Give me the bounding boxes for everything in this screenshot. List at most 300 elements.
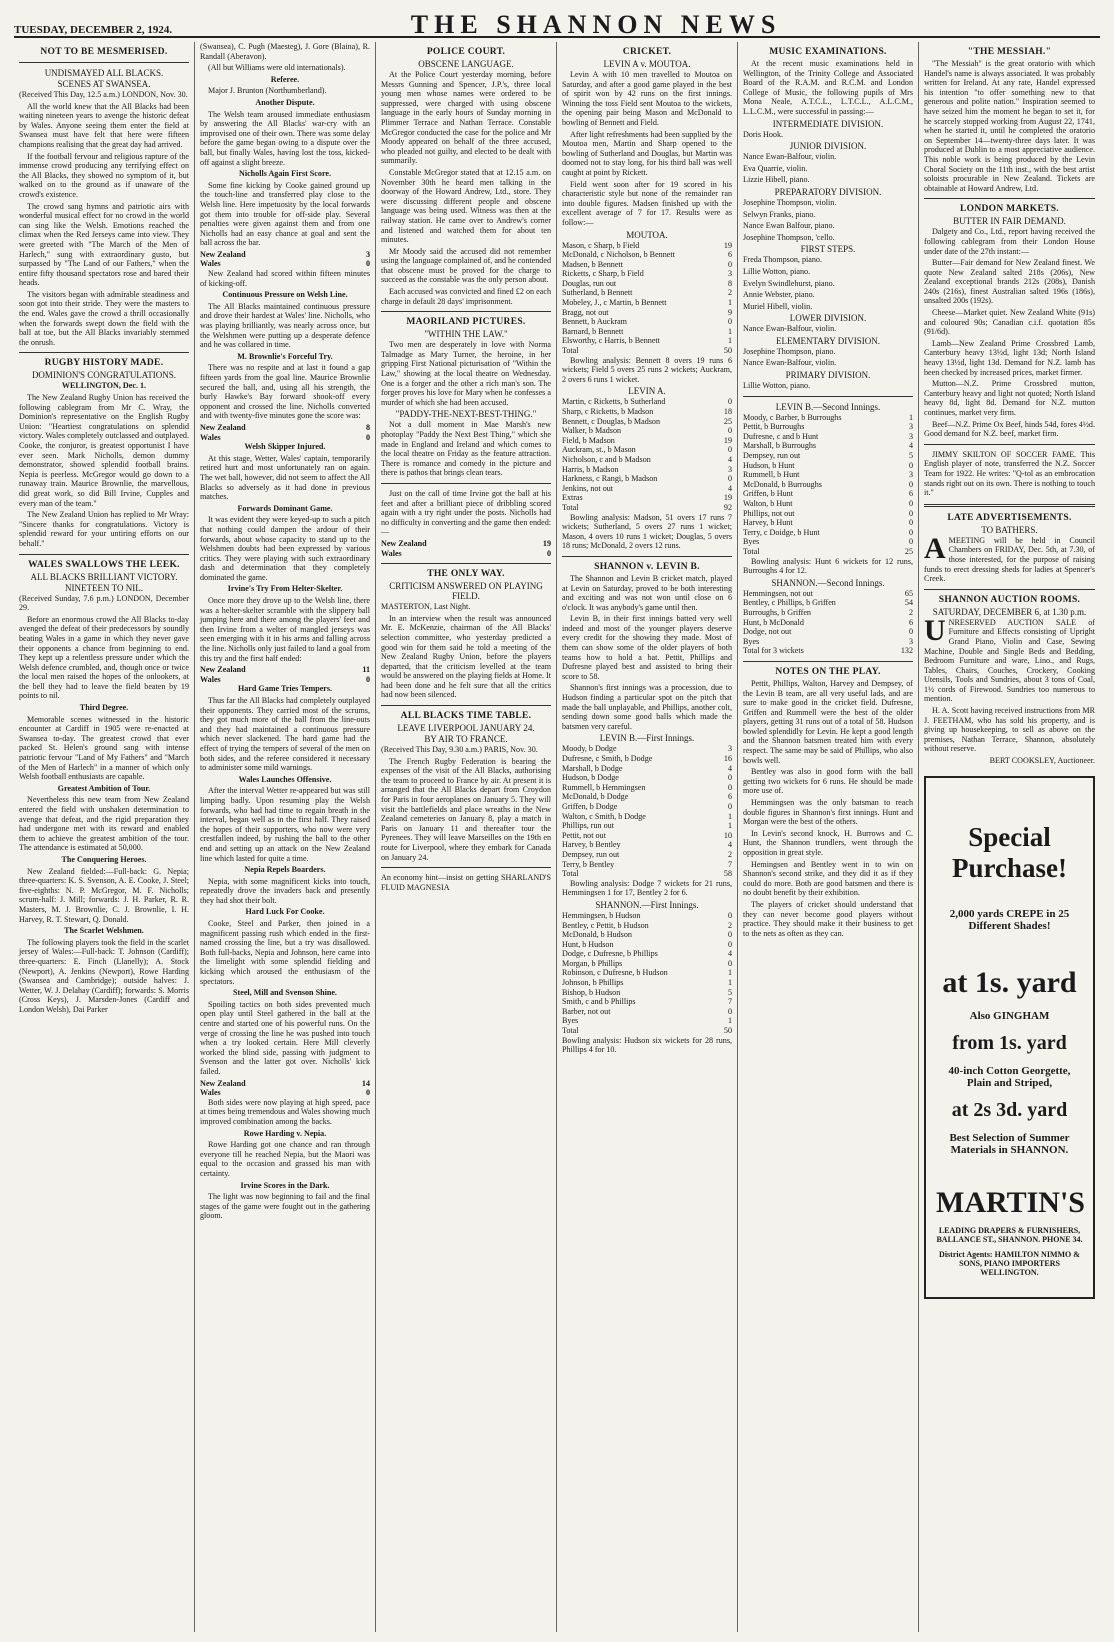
scorecard-row bbox=[562, 921, 732, 931]
scorecard-row bbox=[562, 988, 732, 998]
runs: 6 bbox=[727, 792, 732, 802]
ad-line: District Agents: HAMILTON NIMMO & SONS, PIANO IMPORTERS WELLINGTON. bbox=[939, 1249, 1080, 1277]
article-paragraph: Butter—Fair demand for New Zealand finest. We quote New Zealand salted 218s (206s), New Zealand exceptional brands 212s (208s), Danish 240s (216s), finest Australian salted 196s (186s), unsalted 200s (192s). bbox=[924, 258, 1095, 306]
section-heading: Wales Launches Offensive. bbox=[238, 774, 332, 784]
scorecard-heading: SHANNON.—First Innings. bbox=[595, 899, 699, 910]
ad-price: at 1s. yard bbox=[942, 965, 1077, 999]
runs: 3 bbox=[727, 744, 732, 754]
divider bbox=[743, 661, 913, 662]
division-heading: LOWER DIVISION. bbox=[789, 313, 867, 324]
article-paragraph: Bentley was also in good form with the ball getting two wickets for 6 runs. He should be made more use of. bbox=[743, 767, 913, 796]
scorecard-heading: LEVIN B.—First Innings. bbox=[599, 733, 695, 744]
dateline: (Received Sunday, 7.6 p.m.) LONDON, December 29. bbox=[19, 593, 189, 613]
scorecard-row bbox=[562, 773, 732, 783]
article-paragraph: Hemmingsen was the only batsman to reach double figures in Shannon's first innings. Hunt and Morgan were the best of the others. bbox=[743, 798, 913, 827]
pupil-name: Lizzie Hibell, piano. bbox=[743, 175, 810, 185]
runs: 2 bbox=[727, 849, 732, 859]
batsman: Harvey, b Bentley bbox=[562, 840, 621, 850]
scorecard-row bbox=[562, 417, 732, 427]
score-line: Wales 0 bbox=[381, 548, 551, 558]
batsman: Jenkins, not out bbox=[562, 483, 614, 493]
article-paragraph: It was evident they were keyed-up to such a pitch that nothing could dampen the ardour of their forwards, about whose capacity to stand up to the Welshmen doubts had been expressed by various critics. They were playing with such extraordinary dash and determination that they completely dominated the game. bbox=[200, 515, 370, 582]
article-paragraph: Hemingsen and Bentley went in to win on Shannon's second strike, and they did it as if they could do more. Both are good batsmen and there is no doubt benefit by their exhibition. bbox=[743, 859, 913, 898]
scorecard-row bbox=[562, 792, 732, 802]
runs: 18 bbox=[723, 407, 732, 416]
scorecard-row bbox=[743, 618, 913, 628]
pupil-name: Muriel Hibell, violin. bbox=[743, 301, 813, 311]
batsman: Dempsey, run out bbox=[562, 849, 620, 859]
scorecard-row bbox=[562, 445, 732, 455]
article-paragraph: Constable McGregor stated that at 12.15 a.m. on November 30th he heard men talking in the doorway of the Howard Andrew, Ltd., store. They were discussing different people and obscene language was being used. Witness was then at the railway station. He came over to Andrew's corner and listened and watched them for about ten minutes. bbox=[381, 167, 551, 245]
runs: 0 bbox=[908, 527, 913, 537]
score-line: Wales 0 bbox=[200, 259, 370, 269]
division-heading: FIRST STEPS. bbox=[800, 244, 856, 255]
batsman: Dufresne, c Smith, b Dodge bbox=[562, 754, 653, 763]
scorecard-row bbox=[743, 441, 913, 451]
article-paragraph: The New Zealand Rugby Union has received the following cablegram from Mr C. Wray, the Dominion's representative on the English Rugby Union: "Heartiest congratulations on splendid victory. Wales completely outclassed and outplayed. Cooke, the conjuror, is greatest opportunist I have ever seen. Mark Nicholls, demon dummy demonstrator, showed splendid football brains. Nepia is peerless. McGregor would go down to a runaway train. Maurice Brownlie, the marvellous, did great work, so did Bill Irvine, Cupples and every man of the team." bbox=[19, 393, 189, 508]
dateline: (Received This Day, 9.30 a.m.) PARIS, Nov. 30. bbox=[381, 745, 538, 755]
scorecard-row bbox=[562, 346, 732, 356]
section-heading: Greatest Ambition of Tour. bbox=[57, 783, 151, 793]
runs: 10 bbox=[723, 830, 732, 840]
article-paragraph: After the interval Wetter re-appeared but was still limping badly. Upon resuming play the Welsh forwards, who had had time to regain breath in the interval, began well as in the first half. They raised the hopes of their supporters, who now were very crestfallen indeed, by rushing the ball to the other end and setting up an attack on the New Zealand line which lasted for quite a time. bbox=[200, 786, 370, 863]
runs: 0 bbox=[727, 910, 732, 920]
ad-line: 40-inch Cotton Georgette, Plain and Striped, bbox=[948, 1064, 1071, 1089]
runs: 0 bbox=[727, 397, 732, 407]
runs: 0 bbox=[908, 627, 913, 637]
pupil-name: Nance Ewan-Balfour, violin. bbox=[743, 358, 837, 368]
batsman: Bentley, c Phillips, b Griffen bbox=[743, 598, 836, 608]
runs: 3 bbox=[908, 470, 913, 480]
runs: 0 bbox=[727, 801, 732, 811]
pupil-name: Doris Hook. bbox=[743, 129, 784, 139]
runs: 0 bbox=[727, 317, 732, 327]
scorecard-row bbox=[562, 436, 732, 446]
scorecard-heading: LEVIN B.—Second Innings. bbox=[775, 401, 881, 412]
batsman: Walton, c Smith, b Dodge bbox=[562, 811, 646, 821]
scorecard bbox=[743, 413, 913, 557]
scorecard-row bbox=[743, 470, 913, 480]
runs: 5 bbox=[908, 451, 913, 461]
batsman: Smith, c and b Phillips bbox=[562, 997, 636, 1007]
divider bbox=[381, 483, 551, 484]
headline: POLICE COURT. bbox=[426, 47, 506, 57]
runs: 6 bbox=[908, 617, 913, 627]
subheadline: SCENES AT SWANSEA. bbox=[57, 79, 151, 89]
division-heading: INTERMEDIATE DIVISION. bbox=[772, 118, 884, 129]
article-paragraph: Both sides were now playing at high speed, pace at times being tremendous and Wales showing much improved combination among the backs. bbox=[200, 1097, 370, 1126]
scorecard-row bbox=[562, 1016, 732, 1026]
subheadline: BUTTER IN FAIR DEMAND. bbox=[953, 216, 1066, 227]
batsman: Field, b Madson bbox=[562, 435, 615, 445]
scorecard-row bbox=[743, 480, 913, 490]
scorecard-heading: MOUTOA. bbox=[626, 229, 668, 240]
batsman: Harris, b Madson bbox=[562, 464, 619, 474]
batsman: Hudson, b Dodge bbox=[562, 773, 619, 783]
scorecard-row bbox=[562, 493, 732, 503]
section-heading: The Scarlet Welshmen. bbox=[64, 926, 144, 936]
scorecard-row bbox=[743, 537, 913, 547]
subheadline: LEAVE LIVERPOOL JANUARY 24. bbox=[397, 723, 535, 734]
batsman: Douglas, run out bbox=[562, 278, 617, 288]
scorecard-row bbox=[562, 754, 732, 764]
scorecard-row bbox=[562, 426, 732, 436]
score-line: Wales 0 bbox=[200, 1088, 370, 1098]
headline: SHANNON v. LEVIN B. bbox=[594, 561, 700, 572]
scorecard-row bbox=[562, 1026, 732, 1036]
headline: MUSIC EXAMINATIONS. bbox=[769, 47, 887, 57]
batsman: Total bbox=[562, 1026, 579, 1036]
runs: 0 bbox=[908, 479, 913, 489]
division-heading: ELEMENTARY DIVISION. bbox=[776, 335, 880, 346]
batsman: Byes bbox=[743, 537, 760, 547]
article-paragraph: In an interview when the result was announced Mr. E. McKenzie, chairman of the All Blacks' selection committee, who yesterday predicted a good win for them said he told a meeting of the New Zealand Rugby Union, before the players departed, that the criticism levelled at the team would be answered on the playing fields at Home. It had been done and he felt sure that all the critics had now been silenced. bbox=[381, 613, 551, 700]
batsman: Barber, not out bbox=[562, 1006, 611, 1016]
scorecard-row bbox=[743, 422, 913, 432]
scorecard-row bbox=[562, 997, 732, 1007]
article-paragraph: In Levin's second knock, H. Burrows and C. Hunt, the Shannon trundlers, went through the opposition in great style. bbox=[743, 828, 913, 857]
issue-date: TUESDAY, DECEMBER 2, 1924. bbox=[14, 24, 173, 36]
subheadline: "PADDY-THE-NEXT-BEST-THING." bbox=[395, 409, 537, 420]
divider bbox=[924, 444, 1095, 445]
pupil-name: Josephine Thompson, piano. bbox=[743, 346, 836, 356]
batsman: Total for 3 wickets bbox=[743, 646, 804, 656]
runs: 3 bbox=[727, 269, 732, 279]
pupil-name: Josephine Thompson, 'cello. bbox=[743, 232, 835, 242]
pupil-name: Lillie Wotton, piano. bbox=[743, 266, 811, 276]
batsman: Mason, c Sharp, b Field bbox=[562, 240, 640, 250]
batsman: Hunt, b Hudson bbox=[562, 939, 614, 949]
scorecard-row bbox=[743, 518, 913, 528]
divider bbox=[381, 311, 551, 312]
pupil-name: Evelyn Swindlehurst, piano. bbox=[743, 278, 835, 288]
batsman: Robinson, c Dufresne, b Hudson bbox=[562, 968, 668, 978]
scorecard-row bbox=[562, 288, 732, 298]
article-paragraph: Once more they drove up to the Welsh line, there was a helter-skelter scramble with the slippery ball jumping here and there among the players' feet and then Irvine from a welter of mangled jerseys was seen emerging with it in his arms and falling across the line. Nicholls only just failed to land a goal from this try and the first half ended: bbox=[200, 596, 370, 663]
scorecard-row bbox=[562, 317, 732, 327]
subheadline: DOMINION'S CONGRATULATIONS. bbox=[31, 370, 177, 381]
scorecard-row bbox=[562, 869, 732, 879]
subheadline: NINETEEN TO NIL. bbox=[65, 582, 143, 593]
section-heading: Third Degree. bbox=[79, 703, 129, 713]
article-paragraph: The following players took the field in the scarlet jersey of Wales:—Full-back: T. Johnson (Cardiff); three-quarters: E. Finch (Llanelly); A. Stock (Newport), A. Jenkins (Newport), Rowe Harding (Swansea and Cambridge); outside halves: J. Wetter, W. J. Delahay (Cardiff); forwards: S. Morris (Cross Keys), J. Marsden-Jones (Cardiff and London Welsh), Dai Parker bbox=[19, 937, 189, 1014]
headline: CRICKET. bbox=[622, 47, 672, 57]
batsman: Byes bbox=[743, 636, 760, 646]
scorecard-row bbox=[562, 260, 732, 270]
batsman: Johnson, b Phillips bbox=[562, 978, 624, 988]
subheadline: ALL BLACKS BRILLIANT VICTORY. bbox=[30, 571, 178, 582]
batsman: Harvey, b Hunt bbox=[743, 518, 793, 528]
batsman: Walker, b Madson bbox=[562, 426, 622, 436]
runs: 4 bbox=[727, 763, 732, 773]
runs: 0 bbox=[727, 426, 732, 436]
batsman: Sharp, c Ricketts, b Madson bbox=[562, 407, 654, 416]
headline: LATE ADVERTISEMENTS. bbox=[947, 512, 1072, 523]
batsman: Extras bbox=[562, 493, 583, 503]
batsman: Griffen, b Dodge bbox=[562, 801, 618, 811]
article-paragraph: Before an enormous crowd the All Blacks to-day avenged the defeat of their predecessors by soundly beating Wales in a game in which they never gave their opponents a chance from beginning to end. They kept up a relentless pressure under which the Welsh defence crumbled, and, though once or twice the local men raised the hopes of the onlookers, at the bell they had to leave the field beaten by 19 points to nil. bbox=[19, 614, 189, 701]
batsman: Terry, c Doidge, b Hunt bbox=[743, 527, 820, 537]
subheadline: UNDISMAYED ALL BLACKS. bbox=[44, 68, 164, 78]
scorecard-row bbox=[743, 451, 913, 461]
batsman: Total bbox=[743, 546, 760, 556]
headline: RUGBY HISTORY MADE. bbox=[44, 358, 164, 369]
article-paragraph: Cooke, Steel and Parker, then joined in a magnificent passing rush which ended in the first-named crossing the line, but a try was disallowed. Both full-backs, Nepia and Johnson, here came into the limelight with some splendid fielding and kicking which aroused the enthusiasm of the spectators. bbox=[200, 919, 370, 986]
ad-line: Best Selection of Summer Materials in SHANNON. bbox=[949, 1131, 1070, 1156]
runs: 0 bbox=[727, 958, 732, 968]
column-5 bbox=[738, 42, 919, 1632]
scorecard-row bbox=[562, 860, 732, 870]
scorecard-row bbox=[562, 783, 732, 793]
scorecard-row bbox=[562, 940, 732, 950]
score-line: New Zealand 19 bbox=[381, 538, 551, 548]
subheadline: SATURDAY, DECEMBER 6, at 1.30 p.m. bbox=[932, 606, 1087, 617]
scorecard-row bbox=[562, 279, 732, 289]
scorecard-row bbox=[562, 850, 732, 860]
divider bbox=[924, 589, 1095, 590]
article-paragraph: The light was now beginning to fail and the final stages of the game were fought out in the gathering gloom. bbox=[200, 1192, 370, 1221]
article-paragraph: Spoiling tactics on both sides prevented much open play until Steel gathered in the ball at the centre and started one of his powerful runs. On the verge of crossing the line he was pushed into touch when a try looked certain. Here Mill cleverly worked the blind side, passing with judgment to Svenson and the latter got over. Nicholls' kick failed. bbox=[200, 999, 370, 1076]
score-line: New Zealand 11 bbox=[200, 665, 370, 675]
pupil-name: Lillie Wotton, piano. bbox=[743, 381, 811, 391]
article-paragraph: The crowd sang hymns and patriotic airs with wonderful musical effect for no crowd in the world can sing like the Welsh. Emotions reached the climax when the Red Jerseys came into view. They were greeted with "The March of the Men of Harlech," sung with extraordinary gusto, but surpassed by "The Land of our Fathers," when the entire fifty thousand spectators rose and bared their heads. bbox=[19, 201, 189, 288]
runs: 50 bbox=[723, 346, 732, 356]
article-paragraph: Pettit, Phillips, Walton, Harvey and Dempsey, of the Levin B team, are all very useful lads, and are sure to make good in the cricket field. Dufresne, Griffen and Rummell were the best of the older players, getting 31 runs out of a total of 58. Hudson bowled splendidly for Levin. He kept a good length and the Shannon batsmen treated him with every respect. The same may be said of Phillips, who also bowls well. bbox=[743, 678, 913, 765]
batsman: Total bbox=[562, 502, 579, 512]
runs: 65 bbox=[904, 588, 913, 598]
runs: 1 bbox=[727, 811, 732, 821]
section-heading: The Conquering Heroes. bbox=[61, 854, 147, 864]
scorecard-row bbox=[743, 432, 913, 442]
section-heading: Another Dispute. bbox=[255, 97, 315, 107]
batsman: Hudson, b Hunt bbox=[743, 460, 795, 470]
article-paragraph: The All Blacks maintained continuous pressure and drove their hardest at Wales' line. Nicholls, who was playing brilliantly, was nearly across once, but the Welshmen were putting up a desperate defence and he was collared in time. bbox=[200, 301, 370, 350]
scorecard-row bbox=[562, 744, 732, 754]
scorecard-row bbox=[562, 812, 732, 822]
column-3 bbox=[376, 42, 557, 1632]
article-paragraph: Thus far the All Blacks had completely outplayed their opponents. They carried most of the scrums, they got much more of the ball from the line-outs and they had maintained a continuous pressure which never slackened. The hard game had the effect of trying the tempers of several of the men on both sides, and the referee considered it necessary to administer some mild warnings. bbox=[200, 696, 370, 773]
article-paragraph: The Shannon and Levin B cricket match, played at Levin on Saturday, proved to be both interesting and exciting and was not won until close on 6 o'clock. It was anybody's game until then. bbox=[562, 573, 732, 612]
article-paragraph: The players of cricket should understand that they can never become good players without practice. They should make it their business to get to the nets as often as they can. bbox=[743, 899, 913, 938]
article-paragraph: New Zealand had scored within fifteen minutes of kicking-off. bbox=[200, 269, 370, 288]
headline: MAORILAND PICTURES. bbox=[406, 317, 526, 328]
batsman: Sutherland, b Bennett bbox=[562, 288, 633, 298]
scorecard-row bbox=[743, 627, 913, 637]
scorecard bbox=[562, 397, 732, 512]
ad-line: Also GINGHAM bbox=[969, 1009, 1050, 1022]
article-paragraph: All the world knew that the All Blacks had been waiting nineteen years to avenge the historic defeat by Wales. Anyone seeing them enter the field at Swansea must have felt that here were fifteen champions realising that the great day had arrived. bbox=[19, 101, 189, 149]
runs: 2 bbox=[727, 288, 732, 298]
scorecard-row bbox=[562, 1007, 732, 1017]
divider bbox=[924, 504, 1095, 507]
batsman: Dempsey, run out bbox=[743, 451, 801, 461]
article-paragraph: Each accused was convicted and fined £2 on each charge in default 28 days' imprisonment. bbox=[381, 287, 551, 306]
article-paragraph: Lamb—New Zealand Prime Crossbred Lamb, Canterbury heavy 13½d, light 13d; North Island heavy 13½d, light 13d. Demand for N.Z. lamb has been checked by increased prices, market firmer. bbox=[924, 338, 1095, 377]
article-paragraph: Nepia, with some magnificent kicks into touch, repeatedly drove the invaders back and presently they had shot their bolt. bbox=[200, 876, 370, 905]
batsman: Pettit, not out bbox=[562, 830, 606, 840]
article-paragraph: Just on the call of time Irvine got the ball at his feet and after a brilliant piece of dribbling scored again with a try right under the posts. Nicholls had no difficulty in converting and the game then ended:— bbox=[381, 488, 551, 537]
batsman: Griffen, b Hunt bbox=[743, 489, 793, 499]
divider bbox=[381, 867, 551, 868]
advertisement bbox=[924, 776, 1095, 1299]
article-paragraph: "The Messiah" is the great oratorio with which Handel's name is always associated. It was probably written for Ireland. At any rate, Handel expressed his intention "to offer something new to that generous and polite nation." Inspiration seemed to have seized him the moment he began to set it, for he scarcely stopped working from August 22, 1741, when he started it, until he completed the oratorio on September 14—twenty-three days later. It was produced at Dublin to a most appreciative audience. This noble work is being produced by the Levin Choral Society on the 11th inst., with the best artist soloists procurable in New Zealand. Tickets are obtainable at Howard Andrew, Ltd. bbox=[924, 59, 1095, 193]
runs: 4 bbox=[727, 483, 732, 493]
runs: 3 bbox=[908, 431, 913, 441]
runs: 0 bbox=[727, 939, 732, 949]
dateline: WELLINGTON, Dec. 1. bbox=[61, 381, 147, 391]
subheadline: TO BATHERS. bbox=[981, 524, 1038, 535]
scorecard-row bbox=[562, 503, 732, 513]
runs: 0 bbox=[908, 518, 913, 528]
masthead bbox=[14, 10, 1100, 38]
article-paragraph: There was no respite and at last it found a gap fifteen yards from the goal line. Maurice Brownlie secured the ball, and, using all his strength, the burly Hawke's Bay forward shook-off every opponent and crossed the line. Nicholls converted and with twenty-five minutes gone the score was: bbox=[200, 363, 370, 421]
scorecard-heading: SHANNON.—Second Innings. bbox=[771, 577, 885, 588]
article-paragraph: Bowling analysis: Madson, 51 overs 17 runs 7 wickets; Sutherland, 5 overs 27 runs 1 wicket; Mason, 4 overs 10 runs 1 wicket; Douglas, 5 overs 18 runs; McDonald, 2 overs 12 runs. bbox=[562, 512, 732, 551]
headline: SHANNON AUCTION ROOMS. bbox=[938, 594, 1081, 605]
section-heading: Hard Game Tries Tempers. bbox=[237, 684, 333, 694]
divider bbox=[381, 563, 551, 564]
batsman: Byes bbox=[562, 1016, 579, 1026]
pupil-name: Josephine Thompson, violin. bbox=[743, 197, 837, 207]
section-heading: Nicholls Again First Score. bbox=[238, 169, 332, 179]
batsman: Bentley, c Pettit, b Hudson bbox=[562, 920, 649, 930]
batsman: Phillips, not out bbox=[743, 508, 795, 518]
section-heading: Irvine's Try From Helter-Skelter. bbox=[227, 584, 343, 594]
scorecard-row bbox=[743, 461, 913, 471]
runs: 6 bbox=[908, 489, 913, 499]
scorecard-row bbox=[562, 930, 732, 940]
section-heading: Steel, Mill and Svenson Shine. bbox=[233, 988, 337, 998]
pupil-name: Nance Ewan Balfour, piano. bbox=[743, 221, 835, 231]
pupil-name: Selwyn Franks, piano. bbox=[743, 209, 816, 219]
batsman: Dodge, c Dufresne, b Phillips bbox=[562, 949, 658, 959]
divider bbox=[381, 705, 551, 706]
signature: BERT COOKSLEY, Auctioneer. bbox=[989, 756, 1095, 766]
runs: 1 bbox=[908, 412, 913, 422]
scorecard-row bbox=[562, 336, 732, 346]
batsman: Bennett, b Auckram bbox=[562, 317, 627, 327]
article-paragraph: Major J. Brunton (Northumberland). bbox=[208, 86, 327, 96]
scorecard-row bbox=[562, 455, 732, 465]
batsman: Total bbox=[562, 346, 579, 356]
batsman: Harkness, c Rangi, b Madson bbox=[562, 474, 658, 484]
divider bbox=[743, 396, 913, 397]
scorecard-row bbox=[562, 250, 732, 260]
subheadline: BY AIR TO FRANCE. bbox=[424, 734, 508, 745]
divider bbox=[562, 556, 732, 557]
ad-store-name: MARTIN'S bbox=[936, 1185, 1085, 1219]
headline: NOTES ON THE PLAY. bbox=[775, 666, 881, 677]
batsman: Burroughs, b Griffen bbox=[743, 607, 811, 617]
scorecard-row bbox=[743, 637, 913, 647]
article-paragraph: The Welsh team aroused immediate enthusiasm by answering the All Blacks' war-cry with an improvised one of their own. There was some delay before the game began owing to a dispute over the ball, but finally Wales, having lost the toss, kicked-off against a slight breeze. bbox=[200, 109, 370, 167]
runs: 0 bbox=[908, 499, 913, 508]
scorecard-row bbox=[743, 608, 913, 618]
batsman: Hemmingsen, b Hudson bbox=[562, 910, 641, 920]
batsman: Total bbox=[562, 869, 579, 879]
article-paragraph: Shannon's first innings was a procession, due to Hudson finding a particular spot on the pitch that made the ball unplayable, and Phillips, another colt, sending down some good balls which made the batsmen very careful. bbox=[562, 683, 732, 731]
runs: 0 bbox=[727, 930, 732, 940]
pupil-name: Annie Webster, piano. bbox=[743, 290, 815, 300]
scorecard-row bbox=[562, 911, 732, 921]
article-paragraph: Memorable scenes witnessed in the historic encounter at Cardiff in 1905 were re-enacted at Swansea to-day. The greatest crowd that ever packed St. Helen's ground sang with intense patriotic fervour "Land of My Fathers" and "March of the Men of Harlech" in a manner of which only Welsh football enthusiasts are capable. bbox=[19, 714, 189, 782]
scorecard bbox=[562, 744, 732, 878]
exam-results bbox=[743, 119, 913, 391]
scorecard-row bbox=[562, 968, 732, 978]
headline: WALES SWALLOWS THE LEEK. bbox=[28, 559, 180, 570]
batsman: Nicholson, c and b Madson bbox=[562, 454, 651, 464]
division-heading: PRIMARY DIVISION. bbox=[785, 370, 871, 381]
scorecard bbox=[743, 589, 913, 656]
runs: 1 bbox=[727, 821, 732, 831]
scorecard-row bbox=[562, 241, 732, 251]
runs: 1 bbox=[727, 336, 732, 346]
column-2 bbox=[195, 42, 376, 1632]
scorecard-row bbox=[562, 407, 732, 417]
article-paragraph: Bowling analysis: Dodge 7 wickets for 21 runs, Hemmingsen 1 for 17, Bentley 2 for 6. bbox=[562, 878, 732, 898]
scorecard-row bbox=[743, 489, 913, 499]
column-1 bbox=[14, 42, 195, 1632]
article-paragraph: Levin B, in their first innings batted very well indeed and most of the younger players deserve every credit for the showing they made. Most of them can show some of the older players of both teams how to hold a bat. Pettit, Phillips and Dufresne played best and assisted to bring their score to 58. bbox=[562, 614, 732, 681]
batsman: Moody, b Dodge bbox=[562, 744, 617, 754]
runs: 0 bbox=[908, 537, 913, 547]
article-paragraph: Beef—N.Z. Prime Ox Beef, hinds 54d, fores 4½d. Good demand for N.Z. beef, market firm. bbox=[924, 419, 1095, 439]
score-line: New Zealand 14 bbox=[200, 1078, 370, 1088]
batsman: Bennett, c Douglas, b Madson bbox=[562, 416, 661, 426]
batsman: Madsen, b Bennett bbox=[562, 259, 623, 269]
scorecard-row bbox=[562, 978, 732, 988]
score-line: New Zealand 8 bbox=[200, 422, 370, 432]
batsman: Pettit, b Burroughs bbox=[743, 422, 805, 432]
runs: 7 bbox=[727, 859, 732, 869]
batsman: Barnard, b Bennett bbox=[562, 326, 624, 336]
section-heading: Nepia Repels Boarders. bbox=[244, 865, 326, 875]
runs: 1 bbox=[727, 326, 732, 336]
section-heading: Continuous Pressure on Welsh Line. bbox=[222, 290, 348, 300]
runs: 25 bbox=[723, 416, 732, 426]
scorecard bbox=[562, 241, 732, 356]
ad-line: 2,000 yards CREPE in 25 Different Shades! bbox=[949, 907, 1070, 932]
batsman: Bragg, not out bbox=[562, 307, 609, 317]
runs: 1 bbox=[727, 298, 732, 308]
section-heading: Irvine Scores in the Dark. bbox=[240, 1180, 330, 1190]
batsman: Mobeley, J., c Martin, b Bennett bbox=[562, 298, 667, 308]
runs: 6 bbox=[727, 250, 732, 260]
batsman: Walton, b Hunt bbox=[743, 499, 793, 508]
article-paragraph: Two men are desperately in love with Norma Talmadge as Mary Turner, the heroine, in her gripping First National picturisation of "Within the Law," showing at the local theatre on Wednesday. One is a forger and the other a rich man's son. The forger proves his love for Mary when he confesses a murder of which she had been accused. bbox=[381, 340, 551, 407]
batsman: McDonald, b Burroughs bbox=[743, 479, 822, 489]
runs: 19 bbox=[723, 240, 732, 250]
article-paragraph: If the football fervour and religious rapture of the immense crowd producing any terrifying effect on the All Blacks, they showed no symptom of it, but walked on to the ground as if unaware of the crowd's existence. bbox=[19, 151, 189, 199]
scorecard-row bbox=[743, 646, 913, 656]
runs: 5 bbox=[727, 987, 732, 997]
article-paragraph: UNRESERVED AUCTION SALE of Furniture and Effects consisting of Upright Grand Piano, Violin and Case, Sewing Machine, Double and Single Beds and Bedding, Bedroom Furniture and ware, Lino., and Rugs, Tables, Chairs, Couches, Crockery, Cooking Utensils, Tools and Sundries, about 3 tons of Coal, 1½ cords of Firewood. Sundries too numerous to mention. bbox=[924, 613, 1095, 704]
runs: 3 bbox=[908, 636, 913, 646]
runs: 3 bbox=[727, 464, 732, 474]
runs: 0 bbox=[727, 474, 732, 484]
scorecard-row bbox=[743, 499, 913, 509]
runs: 4 bbox=[727, 949, 732, 959]
scorecard-row bbox=[562, 269, 732, 279]
runs: 132 bbox=[900, 646, 913, 656]
article-paragraph: Nevertheless this new team from New Zealand entered the field with unshaken determination to avenge that defeat, and the rigid preparation they had undergone met with its reward and enabled them to achieve the greatest ambition of the tour. The attendance is estimated at 50,000. bbox=[19, 795, 189, 853]
scorecard-row bbox=[562, 840, 732, 850]
division-heading: PREPARATORY DIVISION. bbox=[774, 186, 882, 197]
pupil-name: Nance Ewan-Balfour, violin. bbox=[743, 152, 837, 162]
runs: 1 bbox=[727, 968, 732, 978]
runs: 4 bbox=[727, 454, 732, 464]
runs: 0 bbox=[727, 782, 732, 792]
